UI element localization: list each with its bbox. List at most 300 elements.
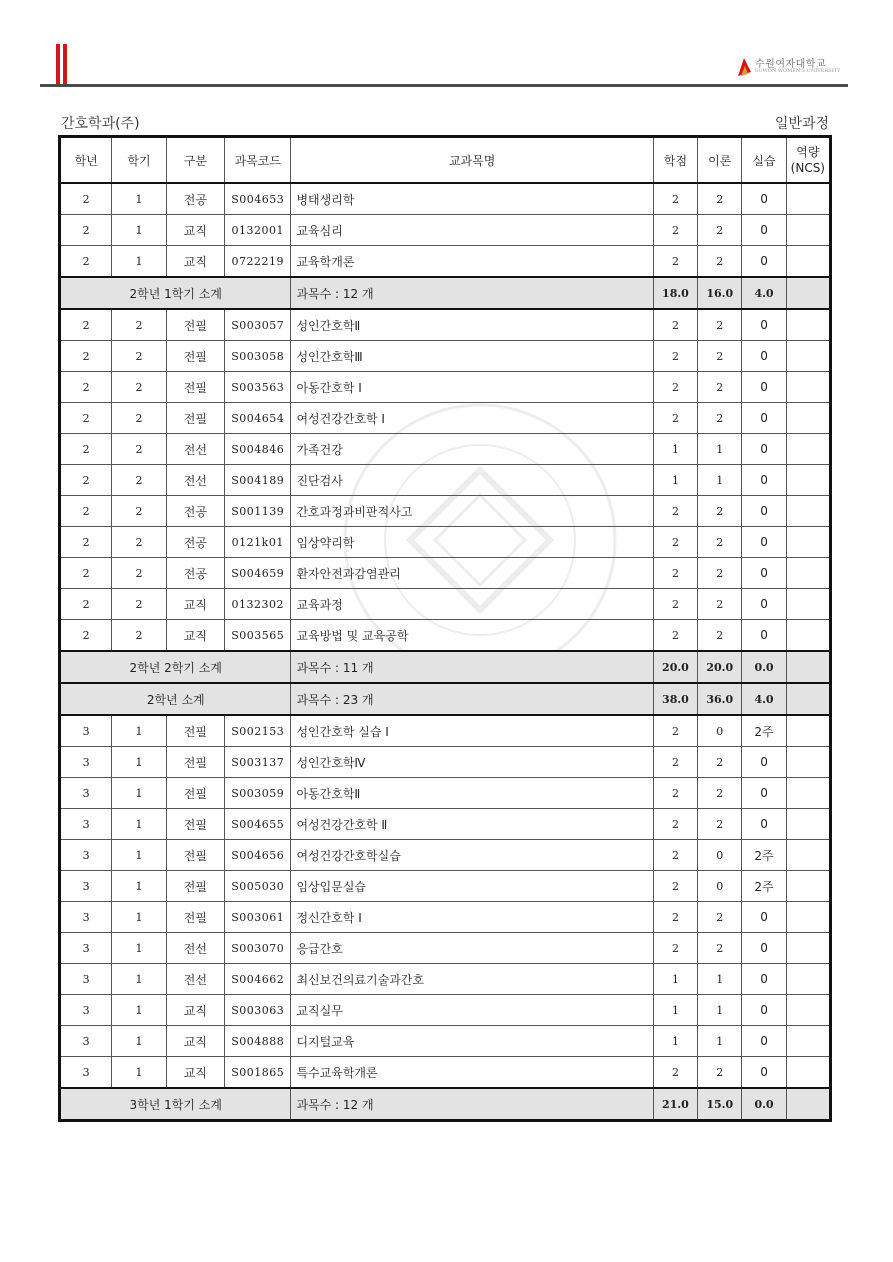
cell-category: 전필 (166, 341, 224, 372)
cell-practice: 0 (742, 778, 786, 809)
cell-theory: 2 (698, 246, 742, 278)
cell-credits: 2 (653, 372, 697, 403)
cell-code: S003059 (225, 778, 291, 809)
cell-course-name: 가족건강 (291, 434, 653, 465)
cell-credits: 2 (653, 215, 697, 246)
cell-credits: 2 (653, 527, 697, 558)
cell-competency (786, 1057, 830, 1089)
cell-practice: 0 (742, 527, 786, 558)
cell-year: 2 (60, 496, 112, 527)
cell-competency (786, 995, 830, 1026)
subtotal-competency (786, 651, 830, 683)
cell-theory: 2 (698, 558, 742, 589)
table-row (60, 341, 831, 372)
cell-semester: 2 (112, 372, 166, 403)
cell-competency (786, 465, 830, 496)
cell-code: S003565 (225, 620, 291, 652)
cell-theory: 2 (698, 902, 742, 933)
subtotal-course-count: 과목수 : 12 개 (291, 1088, 653, 1121)
col-header-code: 과목코드 (225, 137, 291, 184)
cell-practice: 0 (742, 246, 786, 278)
cell-year: 3 (60, 1057, 112, 1089)
col-header-year: 학년 (60, 137, 112, 184)
cell-practice: 0 (742, 589, 786, 620)
cell-practice: 0 (742, 747, 786, 778)
cell-credits: 2 (653, 309, 697, 341)
curriculum-table (58, 135, 832, 1122)
cell-credits: 2 (653, 715, 697, 747)
cell-credits: 2 (653, 778, 697, 809)
cell-course-name: 아동간호학Ⅱ (291, 778, 653, 809)
subtotal-theory: 36.0 (698, 683, 742, 715)
cell-category: 전필 (166, 747, 224, 778)
cell-year: 3 (60, 747, 112, 778)
cell-semester: 1 (112, 183, 166, 215)
cell-course-name: 최신보건의료기술과간호 (291, 964, 653, 995)
cell-year: 3 (60, 809, 112, 840)
cell-code: S004662 (225, 964, 291, 995)
cell-theory: 2 (698, 309, 742, 341)
cell-code: S003563 (225, 372, 291, 403)
cell-semester: 1 (112, 995, 166, 1026)
cell-competency (786, 1026, 830, 1057)
cell-credits: 2 (653, 246, 697, 278)
cell-course-name: 특수교육학개론 (291, 1057, 653, 1089)
cell-competency (786, 527, 830, 558)
cell-category: 전공 (166, 558, 224, 589)
cell-credits: 2 (653, 620, 697, 652)
cell-competency (786, 434, 830, 465)
cell-theory: 2 (698, 372, 742, 403)
cell-credits: 2 (653, 809, 697, 840)
subtotal-course-count: 과목수 : 11 개 (291, 651, 653, 683)
cell-category: 교직 (166, 995, 224, 1026)
cell-semester: 2 (112, 434, 166, 465)
cell-theory: 2 (698, 1057, 742, 1089)
cell-competency (786, 215, 830, 246)
table-row (60, 558, 831, 589)
cell-course-name: 여성건강간호학 Ⅱ (291, 809, 653, 840)
cell-practice: 0 (742, 465, 786, 496)
col-header-credits: 학점 (653, 137, 697, 184)
col-header-theory: 이론 (698, 137, 742, 184)
cell-year: 2 (60, 183, 112, 215)
cell-course-name: 정신간호학 I (291, 902, 653, 933)
department-label: 간호학과(주) (61, 116, 140, 132)
cell-year: 3 (60, 995, 112, 1026)
cell-category: 전필 (166, 778, 224, 809)
table-row (60, 871, 831, 902)
cell-credits: 2 (653, 902, 697, 933)
cell-practice: 0 (742, 496, 786, 527)
table-row (60, 964, 831, 995)
cell-competency (786, 496, 830, 527)
subtotal-course-count: 과목수 : 12 개 (291, 277, 653, 309)
cell-practice: 0 (742, 809, 786, 840)
cell-category: 전필 (166, 902, 224, 933)
cell-year: 2 (60, 246, 112, 278)
cell-semester: 2 (112, 620, 166, 652)
cell-practice: 0 (742, 964, 786, 995)
subtotal-competency (786, 683, 830, 715)
cell-code: S004888 (225, 1026, 291, 1057)
cell-course-name: 응급간호 (291, 933, 653, 964)
cell-competency (786, 933, 830, 964)
cell-competency (786, 715, 830, 747)
cell-category: 전선 (166, 933, 224, 964)
cell-practice: 0 (742, 1026, 786, 1057)
subtotal-row (60, 277, 831, 309)
table-row (60, 747, 831, 778)
table-row (60, 840, 831, 871)
cell-category: 교직 (166, 1026, 224, 1057)
cell-credits: 2 (653, 589, 697, 620)
cell-credits: 2 (653, 871, 697, 902)
cell-semester: 1 (112, 747, 166, 778)
cell-credits: 2 (653, 496, 697, 527)
subtotal-competency (786, 1088, 830, 1121)
table-row (60, 309, 831, 341)
table-row (60, 246, 831, 278)
subtotal-course-count: 과목수 : 23 개 (291, 683, 653, 715)
cell-practice: 0 (742, 1057, 786, 1089)
cell-year: 2 (60, 341, 112, 372)
cell-competency (786, 809, 830, 840)
cell-semester: 1 (112, 778, 166, 809)
cell-credits: 1 (653, 465, 697, 496)
cell-practice: 0 (742, 215, 786, 246)
col-header-competency-line2: (NCS) (790, 161, 825, 175)
cell-semester: 1 (112, 246, 166, 278)
cell-semester: 2 (112, 465, 166, 496)
cell-course-name: 환자안전과감염관리 (291, 558, 653, 589)
cell-code: S002153 (225, 715, 291, 747)
cell-course-name: 임상입문실습 (291, 871, 653, 902)
table-row (60, 496, 831, 527)
subtotal-credits: 21.0 (653, 1088, 697, 1121)
cell-category: 전선 (166, 465, 224, 496)
cell-course-name: 교육과정 (291, 589, 653, 620)
cell-competency (786, 778, 830, 809)
cell-code: S003058 (225, 341, 291, 372)
cell-competency (786, 902, 830, 933)
cell-year: 3 (60, 964, 112, 995)
col-header-competency-line1: 역량 (796, 145, 820, 159)
cell-code: S004659 (225, 558, 291, 589)
cell-category: 교직 (166, 215, 224, 246)
cell-year: 2 (60, 589, 112, 620)
cell-semester: 2 (112, 558, 166, 589)
cell-theory: 1 (698, 964, 742, 995)
cell-code: S005030 (225, 871, 291, 902)
cell-practice: 0 (742, 183, 786, 215)
cell-credits: 2 (653, 933, 697, 964)
cell-theory: 0 (698, 871, 742, 902)
cell-practice: 0 (742, 372, 786, 403)
cell-competency (786, 558, 830, 589)
cell-practice: 0 (742, 341, 786, 372)
cell-code: S003063 (225, 995, 291, 1026)
col-header-competency (786, 137, 830, 184)
cell-credits: 2 (653, 747, 697, 778)
cell-practice: 0 (742, 995, 786, 1026)
cell-credits: 2 (653, 840, 697, 871)
cell-category: 교직 (166, 589, 224, 620)
cell-course-name: 성인간호학 실습 I (291, 715, 653, 747)
brand-bar-left (56, 44, 60, 84)
cell-competency (786, 183, 830, 215)
subtotal-practice: 4.0 (742, 277, 786, 309)
cell-category: 전공 (166, 496, 224, 527)
cell-semester: 1 (112, 1057, 166, 1089)
cell-practice: 0 (742, 933, 786, 964)
table-row (60, 403, 831, 434)
cell-credits: 1 (653, 964, 697, 995)
subtotal-practice: 4.0 (742, 683, 786, 715)
cell-course-name: 성인간호학Ⅲ (291, 341, 653, 372)
table-row (60, 1026, 831, 1057)
cell-year: 2 (60, 434, 112, 465)
cell-theory: 2 (698, 809, 742, 840)
table-row (60, 933, 831, 964)
cell-competency (786, 341, 830, 372)
cell-year: 2 (60, 403, 112, 434)
table-row (60, 183, 831, 215)
cell-year: 2 (60, 372, 112, 403)
cell-practice: 2주 (742, 840, 786, 871)
subtotal-credits: 18.0 (653, 277, 697, 309)
col-header-semester: 학기 (112, 137, 166, 184)
cell-code: S003061 (225, 902, 291, 933)
cell-course-name: 성인간호학Ⅳ (291, 747, 653, 778)
cell-competency (786, 620, 830, 652)
cell-category: 전필 (166, 372, 224, 403)
cell-year: 3 (60, 871, 112, 902)
cell-course-name: 임상약리학 (291, 527, 653, 558)
subtotal-competency (786, 277, 830, 309)
table-row (60, 620, 831, 652)
cell-practice: 0 (742, 558, 786, 589)
cell-category: 교직 (166, 620, 224, 652)
table-row (60, 465, 831, 496)
cell-year: 2 (60, 527, 112, 558)
cell-code: 0121k01 (225, 527, 291, 558)
cell-category: 전필 (166, 840, 224, 871)
cell-semester: 1 (112, 964, 166, 995)
cell-theory: 2 (698, 183, 742, 215)
cell-theory: 2 (698, 496, 742, 527)
subtotal-label: 2학년 1학기 소계 (60, 277, 291, 309)
cell-credits: 2 (653, 558, 697, 589)
cell-semester: 1 (112, 715, 166, 747)
subtotal-label: 3학년 1학기 소계 (60, 1088, 291, 1121)
cell-semester: 1 (112, 1026, 166, 1057)
cell-code: S004846 (225, 434, 291, 465)
cell-theory: 0 (698, 840, 742, 871)
cell-year: 2 (60, 620, 112, 652)
cell-theory: 1 (698, 995, 742, 1026)
cell-theory: 2 (698, 341, 742, 372)
cell-category: 전필 (166, 871, 224, 902)
cell-theory: 2 (698, 933, 742, 964)
cell-course-name: 성인간호학Ⅱ (291, 309, 653, 341)
cell-code: 0132001 (225, 215, 291, 246)
cell-competency (786, 964, 830, 995)
cell-category: 전필 (166, 715, 224, 747)
cell-year: 2 (60, 309, 112, 341)
cell-year: 3 (60, 933, 112, 964)
cell-course-name: 교육심리 (291, 215, 653, 246)
cell-theory: 2 (698, 747, 742, 778)
cell-practice: 0 (742, 620, 786, 652)
cell-course-name: 간호과정과비판적사고 (291, 496, 653, 527)
cell-credits: 1 (653, 995, 697, 1026)
cell-year: 2 (60, 558, 112, 589)
cell-semester: 1 (112, 902, 166, 933)
cell-code: S003057 (225, 309, 291, 341)
cell-practice: 0 (742, 309, 786, 341)
table-row (60, 778, 831, 809)
cell-course-name: 진단검사 (291, 465, 653, 496)
cell-category: 전필 (166, 309, 224, 341)
cell-competency (786, 747, 830, 778)
cell-category: 전선 (166, 434, 224, 465)
header-rule (40, 84, 848, 87)
cell-theory: 2 (698, 589, 742, 620)
cell-theory: 1 (698, 434, 742, 465)
cell-credits: 2 (653, 183, 697, 215)
subtotal-label: 2학년 소계 (60, 683, 291, 715)
cell-semester: 2 (112, 403, 166, 434)
subtotal-theory: 16.0 (698, 277, 742, 309)
cell-course-name: 교직실무 (291, 995, 653, 1026)
university-logo (735, 54, 845, 80)
table-row (60, 1057, 831, 1089)
table-body (60, 183, 831, 1121)
cell-semester: 2 (112, 496, 166, 527)
table-row (60, 527, 831, 558)
cell-year: 2 (60, 215, 112, 246)
cell-competency (786, 589, 830, 620)
cell-semester: 1 (112, 933, 166, 964)
col-header-practice: 실습 (742, 137, 786, 184)
cell-year: 3 (60, 1026, 112, 1057)
table-row (60, 809, 831, 840)
cell-code: S004655 (225, 809, 291, 840)
cell-code: S001139 (225, 496, 291, 527)
subtotal-row (60, 651, 831, 683)
table-row (60, 995, 831, 1026)
cell-code: S001865 (225, 1057, 291, 1089)
cell-semester: 2 (112, 589, 166, 620)
cell-credits: 1 (653, 1026, 697, 1057)
subtotal-credits: 38.0 (653, 683, 697, 715)
cell-course-name: 아동간호학 I (291, 372, 653, 403)
cell-competency (786, 309, 830, 341)
cell-course-name: 교육학개론 (291, 246, 653, 278)
cell-theory: 2 (698, 778, 742, 809)
cell-competency (786, 246, 830, 278)
cell-year: 3 (60, 715, 112, 747)
cell-category: 전공 (166, 527, 224, 558)
subtotal-practice: 0.0 (742, 651, 786, 683)
cell-theory: 2 (698, 403, 742, 434)
subtotal-credits: 20.0 (653, 651, 697, 683)
cell-competency (786, 403, 830, 434)
cell-practice: 0 (742, 403, 786, 434)
cell-course-name: 교육방법 및 교육공학 (291, 620, 653, 652)
table-row (60, 902, 831, 933)
course-type-label: 일반과정 (774, 116, 829, 132)
cell-year: 3 (60, 778, 112, 809)
cell-practice: 2주 (742, 871, 786, 902)
col-header-category: 구분 (166, 137, 224, 184)
cell-category: 교직 (166, 1057, 224, 1089)
subtotal-row (60, 1088, 831, 1121)
cell-practice: 2주 (742, 715, 786, 747)
cell-competency (786, 372, 830, 403)
cell-code: S004189 (225, 465, 291, 496)
cell-semester: 1 (112, 215, 166, 246)
cell-semester: 1 (112, 840, 166, 871)
logo-name: 수원여자대학교 (755, 59, 827, 70)
table-row (60, 372, 831, 403)
cell-semester: 2 (112, 527, 166, 558)
logo-subtitle: SUWON WOMEN'S UNIVERSITY (755, 68, 841, 74)
cell-code: 0132302 (225, 589, 291, 620)
cell-credits: 2 (653, 1057, 697, 1089)
cell-credits: 2 (653, 341, 697, 372)
cell-code: S004656 (225, 840, 291, 871)
cell-theory: 1 (698, 1026, 742, 1057)
cell-code: S004653 (225, 183, 291, 215)
table-row (60, 589, 831, 620)
subtotal-row (60, 683, 831, 715)
subtotal-theory: 20.0 (698, 651, 742, 683)
cell-category: 전공 (166, 183, 224, 215)
cell-theory: 2 (698, 527, 742, 558)
cell-year: 3 (60, 902, 112, 933)
cell-course-name: 여성건강간호학실습 (291, 840, 653, 871)
logo-flame-icon (735, 54, 753, 78)
cell-semester: 1 (112, 871, 166, 902)
cell-theory: 2 (698, 620, 742, 652)
cell-semester: 1 (112, 809, 166, 840)
brand-bar-right (63, 44, 67, 84)
cell-course-name: 여성건강간호학 I (291, 403, 653, 434)
table-row (60, 715, 831, 747)
cell-code: S004654 (225, 403, 291, 434)
cell-theory: 2 (698, 215, 742, 246)
cell-semester: 2 (112, 341, 166, 372)
cell-competency (786, 871, 830, 902)
table-row (60, 215, 831, 246)
cell-year: 3 (60, 840, 112, 871)
cell-credits: 1 (653, 434, 697, 465)
cell-category: 전필 (166, 809, 224, 840)
cell-theory: 1 (698, 465, 742, 496)
cell-course-name: 디지털교육 (291, 1026, 653, 1057)
cell-credits: 2 (653, 403, 697, 434)
cell-course-name: 병태생리학 (291, 183, 653, 215)
cell-semester: 2 (112, 309, 166, 341)
subtotal-theory: 15.0 (698, 1088, 742, 1121)
cell-code: 0722219 (225, 246, 291, 278)
header-brand-bars (56, 44, 70, 84)
table-header-row (60, 137, 831, 184)
subtotal-label: 2학년 2학기 소계 (60, 651, 291, 683)
cell-code: S003070 (225, 933, 291, 964)
